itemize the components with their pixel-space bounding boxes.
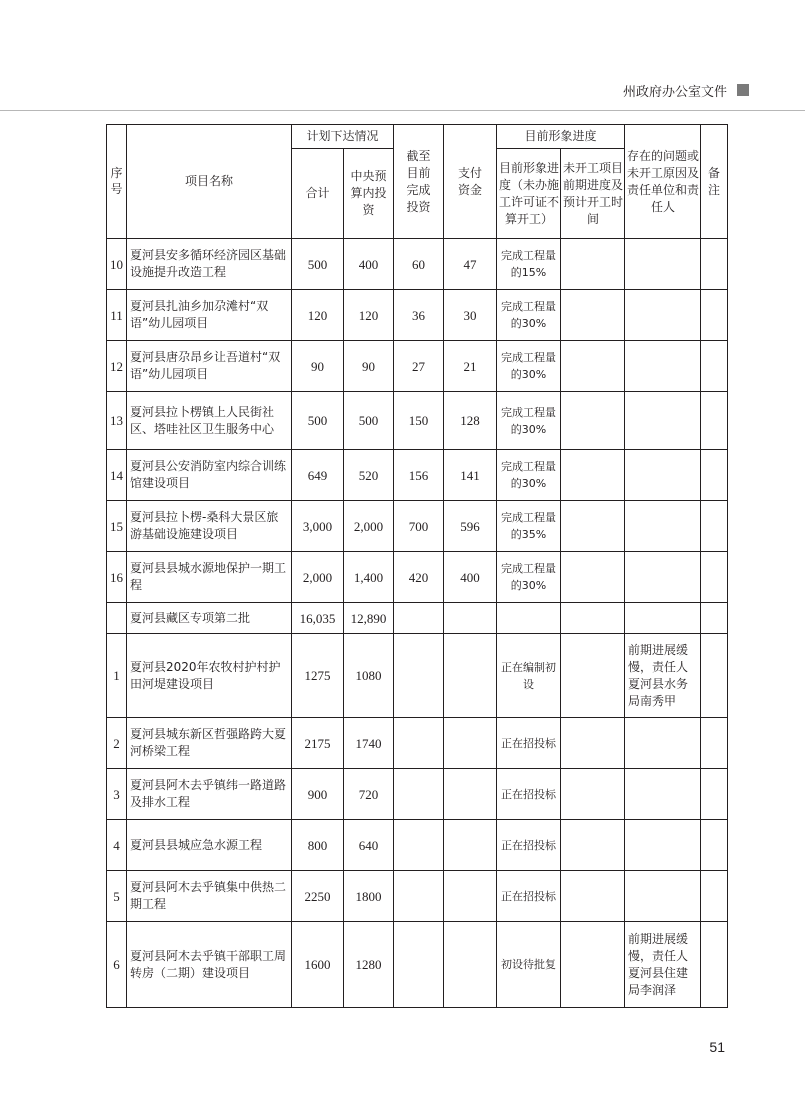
row-paid-funds: 141 — [444, 450, 497, 501]
row-completed-investment: 700 — [394, 501, 444, 552]
row-not-started — [561, 552, 625, 603]
row-completed-investment — [394, 634, 444, 718]
table-row — [107, 450, 728, 501]
row-issues — [625, 450, 701, 501]
row-paid-funds — [444, 603, 497, 634]
row-paid-funds — [444, 634, 497, 718]
row-seq: 6 — [107, 922, 127, 1008]
header-total: 合计 — [292, 149, 344, 239]
table-row — [107, 718, 728, 769]
row-issues — [625, 392, 701, 450]
row-remarks — [701, 341, 728, 392]
row-remarks — [701, 769, 728, 820]
table-row — [107, 820, 728, 871]
row-issues — [625, 501, 701, 552]
row-not-started — [561, 290, 625, 341]
row-completed-investment: 36 — [394, 290, 444, 341]
row-project-name: 夏河县唐尕昂乡让吾道村“双语”幼儿园项目 — [127, 341, 292, 392]
row-seq: 12 — [107, 341, 127, 392]
row-progress: 正在招投标 — [497, 871, 561, 922]
row-not-started — [561, 501, 625, 552]
row-project-name: 夏河县藏区专项第二批 — [127, 603, 292, 634]
row-progress: 完成工程量的15% — [497, 239, 561, 290]
row-progress: 完成工程量的30% — [497, 290, 561, 341]
row-project-name: 夏河县阿木去乎镇集中供热二期工程 — [127, 871, 292, 922]
row-completed-investment — [394, 820, 444, 871]
header-remarks: 备注 — [701, 125, 728, 239]
row-remarks — [701, 634, 728, 718]
row-total: 500 — [292, 392, 344, 450]
row-completed-investment: 156 — [394, 450, 444, 501]
row-central-investment: 2,000 — [344, 501, 394, 552]
row-not-started — [561, 341, 625, 392]
header-not-started: 未开工项目前期进度及预计开工时间 — [561, 149, 625, 239]
row-total: 800 — [292, 820, 344, 871]
row-seq: 1 — [107, 634, 127, 718]
row-project-name: 夏河县拉卜楞镇上人民街社区、塔哇社区卫生服务中心 — [127, 392, 292, 450]
row-paid-funds: 30 — [444, 290, 497, 341]
row-paid-funds — [444, 922, 497, 1008]
row-issues — [625, 718, 701, 769]
row-issues — [625, 341, 701, 392]
row-remarks — [701, 501, 728, 552]
row-remarks — [701, 871, 728, 922]
row-seq: 16 — [107, 552, 127, 603]
row-remarks — [701, 718, 728, 769]
row-issues — [625, 871, 701, 922]
table-row — [107, 634, 728, 718]
row-not-started — [561, 922, 625, 1008]
row-not-started — [561, 769, 625, 820]
row-progress: 完成工程量的35% — [497, 501, 561, 552]
row-total: 90 — [292, 341, 344, 392]
row-total: 120 — [292, 290, 344, 341]
row-paid-funds — [444, 820, 497, 871]
row-not-started — [561, 871, 625, 922]
row-progress: 完成工程量的30% — [497, 392, 561, 450]
row-total: 500 — [292, 239, 344, 290]
row-completed-investment — [394, 769, 444, 820]
header-plan-group: 计划下达情况 — [292, 125, 394, 149]
row-total: 16,035 — [292, 603, 344, 634]
row-central-investment: 640 — [344, 820, 394, 871]
page-number: 51 — [709, 1039, 725, 1055]
row-progress: 正在招投标 — [497, 718, 561, 769]
row-completed-investment — [394, 922, 444, 1008]
row-central-investment: 90 — [344, 341, 394, 392]
row-remarks — [701, 290, 728, 341]
row-remarks — [701, 450, 728, 501]
row-seq — [107, 603, 127, 634]
row-central-investment: 720 — [344, 769, 394, 820]
row-central-investment: 1080 — [344, 634, 394, 718]
row-not-started — [561, 450, 625, 501]
row-progress: 正在编制初设 — [497, 634, 561, 718]
row-remarks — [701, 239, 728, 290]
row-paid-funds: 21 — [444, 341, 497, 392]
header-central-investment: 中央预算内投资 — [344, 149, 394, 239]
row-remarks — [701, 392, 728, 450]
row-central-investment: 520 — [344, 450, 394, 501]
row-seq: 4 — [107, 820, 127, 871]
row-project-name: 夏河县拉卜楞-桑科大景区旅游基础设施建设项目 — [127, 501, 292, 552]
row-total: 1600 — [292, 922, 344, 1008]
row-issues — [625, 290, 701, 341]
row-total: 2175 — [292, 718, 344, 769]
row-progress: 正在招投标 — [497, 820, 561, 871]
row-completed-investment: 420 — [394, 552, 444, 603]
row-not-started — [561, 239, 625, 290]
row-paid-funds: 400 — [444, 552, 497, 603]
row-central-investment: 120 — [344, 290, 394, 341]
row-issues — [625, 239, 701, 290]
table-row — [107, 552, 728, 603]
row-remarks — [701, 922, 728, 1008]
row-central-investment: 1280 — [344, 922, 394, 1008]
row-seq: 15 — [107, 501, 127, 552]
row-project-name: 夏河县城东新区哲强路跨大夏河桥梁工程 — [127, 718, 292, 769]
table-row — [107, 239, 728, 290]
row-progress: 正在招投标 — [497, 769, 561, 820]
row-project-name: 夏河县阿木去乎镇纬一路道路及排水工程 — [127, 769, 292, 820]
row-completed-investment: 60 — [394, 239, 444, 290]
row-total: 649 — [292, 450, 344, 501]
row-seq: 10 — [107, 239, 127, 290]
row-completed-investment: 150 — [394, 392, 444, 450]
row-issues: 前期进展缓慢，责任人夏河县水务局南秀甲 — [625, 634, 701, 718]
table-row — [107, 603, 728, 634]
row-total: 900 — [292, 769, 344, 820]
document-header — [623, 80, 749, 100]
row-issues — [625, 820, 701, 871]
row-not-started — [561, 603, 625, 634]
table-row — [107, 392, 728, 450]
row-completed-investment: 27 — [394, 341, 444, 392]
table-row — [107, 290, 728, 341]
row-project-name: 夏河县县城应急水源工程 — [127, 820, 292, 871]
row-total: 2250 — [292, 871, 344, 922]
document-source-title: 州政府办公室文件 — [622, 84, 727, 100]
row-progress: 完成工程量的30% — [497, 341, 561, 392]
row-remarks — [701, 552, 728, 603]
row-project-name: 夏河县安多循环经济园区基础设施提升改造工程 — [127, 239, 292, 290]
row-project-name: 夏河县公安消防室内综合训练馆建设项目 — [127, 450, 292, 501]
row-not-started — [561, 634, 625, 718]
row-remarks — [701, 603, 728, 634]
row-seq: 13 — [107, 392, 127, 450]
header-progress-group: 目前形象进度 — [497, 125, 625, 149]
row-not-started — [561, 820, 625, 871]
row-central-investment: 1800 — [344, 871, 394, 922]
header-project-name: 项目名称 — [127, 125, 292, 239]
row-issues: 前期进展缓慢，责任人夏河县住建局李润泽 — [625, 922, 701, 1008]
row-total: 3,000 — [292, 501, 344, 552]
row-paid-funds — [444, 718, 497, 769]
row-paid-funds — [444, 871, 497, 922]
row-remarks — [701, 820, 728, 871]
row-progress: 完成工程量的30% — [497, 450, 561, 501]
header-marker-square — [737, 84, 749, 96]
row-progress — [497, 603, 561, 634]
row-paid-funds: 128 — [444, 392, 497, 450]
row-not-started — [561, 392, 625, 450]
row-project-name: 夏河县阿木去乎镇干部职工周转房（二期）建设项目 — [127, 922, 292, 1008]
row-issues — [625, 769, 701, 820]
header-progress-detail: 目前形象进度（未办施工许可证不算开工） — [497, 149, 561, 239]
row-paid-funds — [444, 769, 497, 820]
header-paid-funds: 支付资金 — [444, 125, 497, 239]
table-row — [107, 871, 728, 922]
row-paid-funds: 47 — [444, 239, 497, 290]
row-issues — [625, 603, 701, 634]
header-seq: 序号 — [107, 125, 127, 239]
row-central-investment: 1,400 — [344, 552, 394, 603]
row-seq: 3 — [107, 769, 127, 820]
row-central-investment: 500 — [344, 392, 394, 450]
row-seq: 14 — [107, 450, 127, 501]
row-project-name: 夏河县县城水源地保护一期工程 — [127, 552, 292, 603]
row-central-investment: 12,890 — [344, 603, 394, 634]
row-completed-investment — [394, 871, 444, 922]
header-rule — [0, 110, 805, 111]
header-completed-investment: 截至目前完成投资 — [394, 125, 444, 239]
row-total: 2,000 — [292, 552, 344, 603]
row-issues — [625, 552, 701, 603]
row-not-started — [561, 718, 625, 769]
row-project-name: 夏河县2020年农牧村护村护田河堤建设项目 — [127, 634, 292, 718]
table-row — [107, 341, 728, 392]
table-row — [107, 922, 728, 1008]
row-completed-investment — [394, 603, 444, 634]
row-seq: 2 — [107, 718, 127, 769]
row-central-investment: 1740 — [344, 718, 394, 769]
row-progress: 初设待批复 — [497, 922, 561, 1008]
header-issues: 存在的问题或未开工原因及责任单位和责任人 — [625, 125, 701, 239]
table-row — [107, 769, 728, 820]
row-project-name: 夏河县扎油乡加尕滩村“双语”幼儿园项目 — [127, 290, 292, 341]
row-progress: 完成工程量的30% — [497, 552, 561, 603]
row-seq: 5 — [107, 871, 127, 922]
table-row — [107, 501, 728, 552]
row-seq: 11 — [107, 290, 127, 341]
row-central-investment: 400 — [344, 239, 394, 290]
row-completed-investment — [394, 718, 444, 769]
project-progress-table — [106, 124, 728, 1008]
row-total: 1275 — [292, 634, 344, 718]
row-paid-funds: 596 — [444, 501, 497, 552]
